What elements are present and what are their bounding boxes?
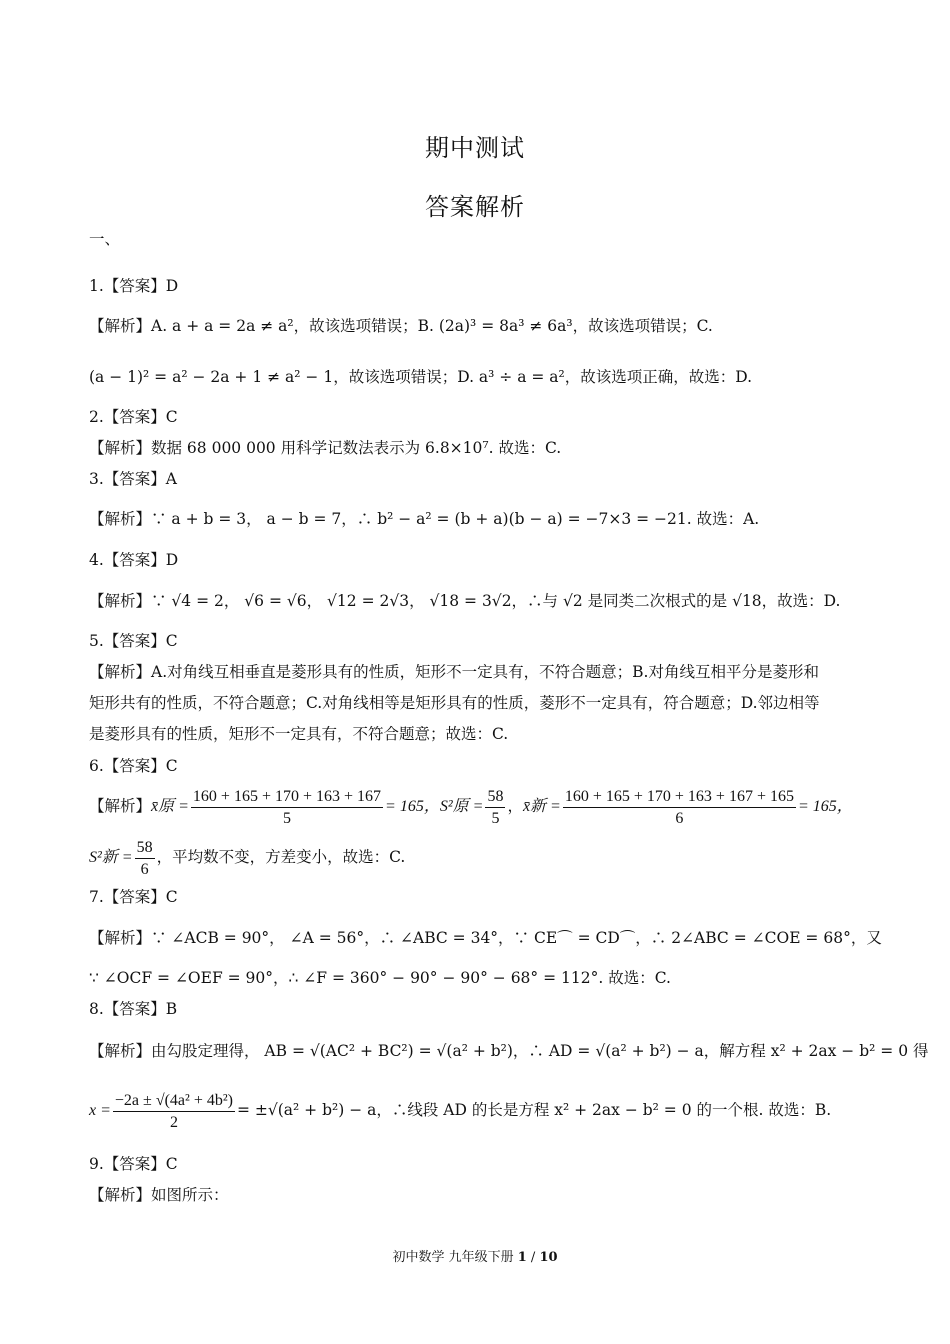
q6-comma: ， (507, 797, 523, 815)
q8-fraction-numerator: −2a ± √(4a² + 4b²) (113, 1090, 235, 1112)
q6-fraction-2-denominator: 5 (491, 809, 500, 827)
q5-analysis-line-2: 矩形共有的性质，不符合题意；C.对角线相等是矩形具有的性质，菱形不一定具有，符合题意；D.邻边相等 (89, 694, 820, 712)
q6-result-1: = 165， (385, 798, 440, 815)
q4-answer: 4.【答案】D (89, 551, 179, 569)
q5-analysis-line-3: 是菱形具有的性质，矩形不一定具有，不符合题意；故选：C. (89, 725, 509, 743)
q6-analysis-line-2 (89, 834, 869, 881)
q6-fraction-4-denominator: 6 (140, 860, 149, 878)
footer-course: 初中数学 九年级下册 (392, 1250, 514, 1265)
q6-fraction-1-numerator: 160 + 165 + 170 + 163 + 167 (191, 786, 383, 808)
q6-lead: 【解析】 (89, 797, 152, 815)
q6-fraction-3 (563, 786, 796, 829)
q6-mean-original: x̄原 = (151, 798, 189, 815)
footer-separator: / (526, 1250, 540, 1265)
q6-fraction-3-denominator: 6 (675, 809, 684, 827)
q6-conclusion: ，平均数不变，方差变小，故选：C. (156, 848, 406, 866)
q9-answer: 9.【答案】C (89, 1155, 178, 1173)
q6-fraction-4-numerator: 58 (135, 837, 155, 859)
q2-answer: 2.【答案】C (89, 408, 178, 426)
page-subtitle: 答案解析 (425, 193, 525, 221)
q8-conclusion: = ±√(a² + b²) − a，∴线段 AD 的长是方程 x² + 2ax − b² = 0 的一个根. 故选：B. (236, 1101, 832, 1119)
q6-result-3: = 165， (797, 798, 853, 815)
q6-fraction-3-numerator: 160 + 165 + 170 + 163 + 167 + 165 (563, 786, 796, 808)
q5-answer: 5.【答案】C (89, 632, 178, 650)
q7-answer: 7.【答案】C (89, 888, 178, 906)
q7-analysis-line-1: 【解析】∵ ∠ACB = 90°， ∠A = 56°，∴ ∠ABC = 34°，∵ CE⌒ = CD⌒，∴ 2∠ABC = ∠COE = 68°，又 (89, 929, 882, 947)
q8-analysis-line-2 (89, 1087, 869, 1134)
footer-page-number: 1 (517, 1250, 527, 1265)
q6-mean-new: x̄新 = (522, 798, 561, 815)
q6-variance-original: S²原 = (439, 798, 484, 815)
q8-answer: 8.【答案】B (89, 1000, 178, 1018)
q6-fraction-2-numerator: 58 (485, 786, 505, 808)
q3-analysis: 【解析】∵ a + b = 3， a − b = 7，∴ b² − a² = (b + a)(b − a) = −7×3 = −21. 故选：A. (89, 510, 760, 528)
q9-analysis: 【解析】如图所示： (89, 1186, 229, 1204)
q7-analysis-line-2: ∵ ∠OCF = ∠OEF = 90°，∴ ∠F = 360° − 90° − 90° − 68° = 112°. 故选：C. (89, 969, 671, 987)
q6-fraction-4 (135, 837, 155, 880)
q1-answer: 1.【答案】D (89, 277, 179, 295)
q8-quadratic-fraction (113, 1090, 235, 1133)
q5-analysis-line-1: 【解析】A.对角线互相垂直是菱形具有的性质，矩形不一定具有，不符合题意；B.对角线互相平分是菱形和 (89, 663, 819, 681)
q4-analysis: 【解析】∵ √4 = 2， √6 = √6， √12 = 2√3， √18 = 3√2，∴与 √2 是同类二次根式的是 √18，故选：D. (89, 592, 841, 610)
q6-analysis-line-1 (89, 783, 869, 830)
q2-analysis: 【解析】数据 68 000 000 用科学记数法表示为 6.8×10⁷. 故选：C. (89, 439, 562, 457)
q6-fraction-1 (191, 786, 383, 829)
q8-x-equals: x = (89, 1102, 111, 1119)
q1-analysis-line-1: 【解析】A. a + a = 2a ≠ a²，故该选项错误；B. (2a)³ = 8a³ ≠ 6a³，故该选项错误；C. (89, 317, 713, 335)
q6-variance-new: S²新 = (89, 849, 133, 866)
page-footer (0, 1246, 950, 1265)
section-heading: 一、 (89, 230, 121, 248)
q8-analysis-line-1: 【解析】由勾股定理得， AB = √(AC² + BC²) = √(a² + b²)，∴ AD = √(a² + b²) − a，解方程 x² + 2ax − b² = 0 得 (89, 1042, 929, 1060)
page-title: 期中测试 (425, 134, 525, 162)
footer-page-total: 10 (539, 1250, 558, 1265)
q8-fraction-denominator: 2 (169, 1113, 178, 1131)
q6-fraction-2 (485, 786, 505, 829)
q6-answer: 6.【答案】C (89, 757, 178, 775)
q1-analysis-line-2: (a − 1)² = a² − 2a + 1 ≠ a² − 1，故该选项错误；D. a³ ÷ a = a²，故该选项正确，故选：D. (89, 368, 753, 386)
q6-fraction-1-denominator: 5 (282, 809, 291, 827)
q3-answer: 3.【答案】A (89, 470, 177, 488)
